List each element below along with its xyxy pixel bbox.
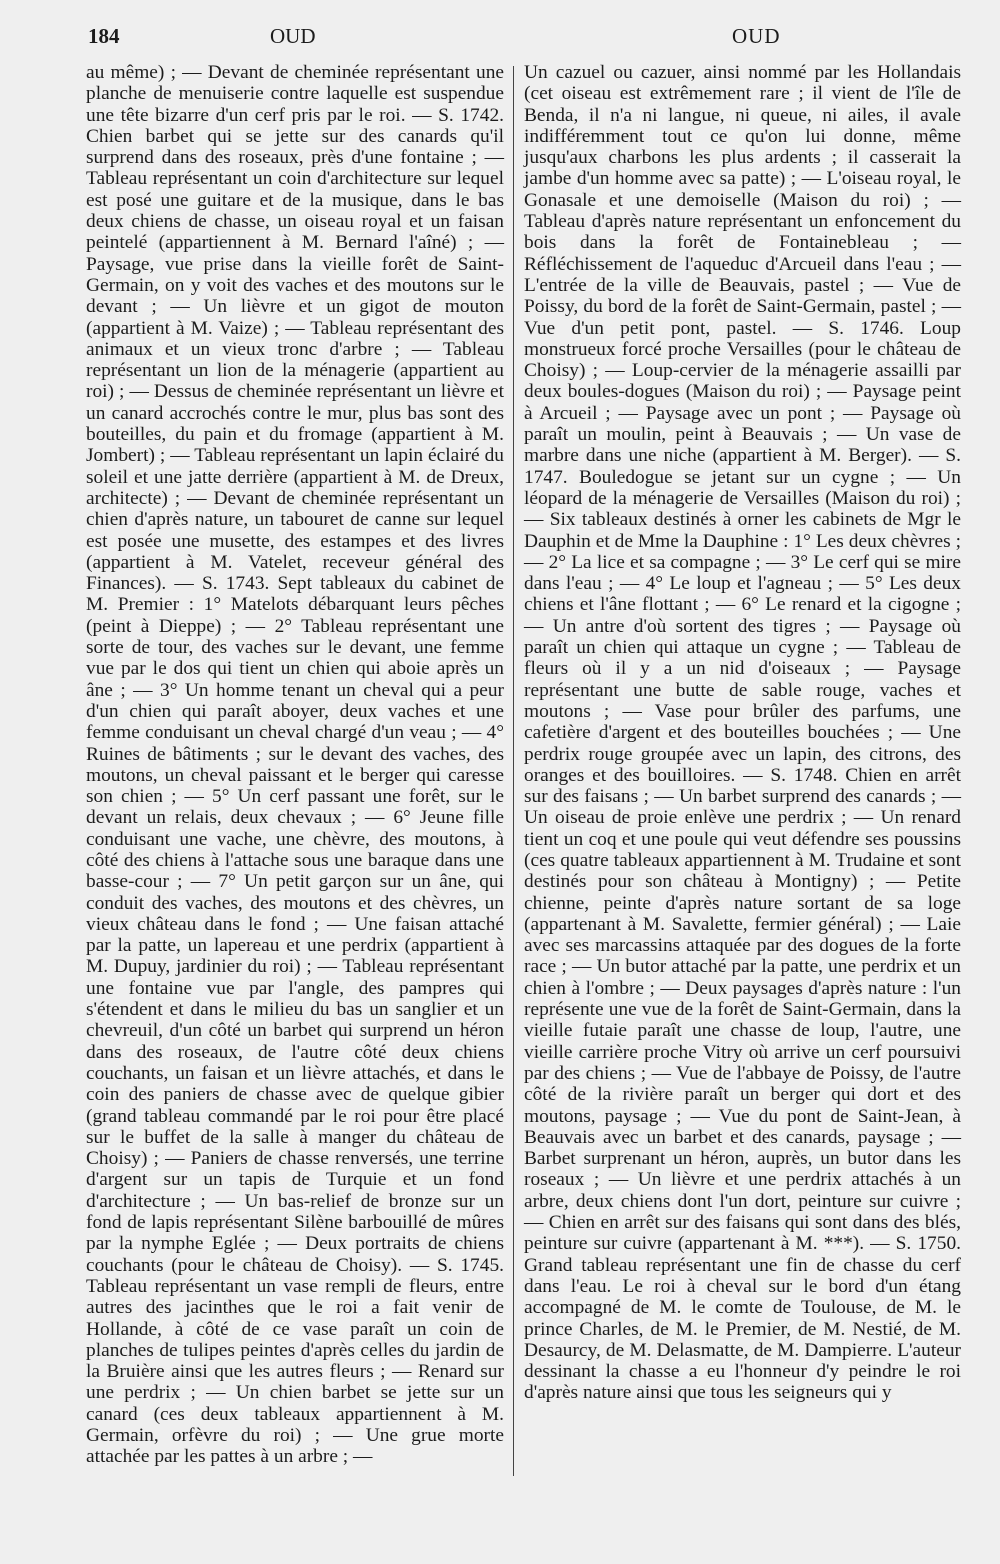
right-column-text: Un cazuel ou cazuer, ainsi nommé par les Hollandais (cet oiseau est extrêmement rare ; il vient de l'île de Benda, il n'a ni langue, ni queue, ni ailes, il avale indifféremment tout ce qu'on lui donne, même jusqu'aux charbons les plus ardents ; il casserait la jambe d'un homme avec sa patte) ; — L'oiseau royal, le Gonasale et une demoiselle (Maison du roi) ; — Tableau d'après nature représentant un enfoncement du bois dans la forêt de Fontainebleau ; — Réfléchissement de l'aqueduc d'Arcueil dans l'eau ; — L'entrée de la ville de Beauvais, pastel ; — Vue de Poissy, du bord de la forêt de Saint-Germain, pastel ; — Vue d'un petit pont, pastel. — S. 1746. Loup monstrueux forcé proche Versailles (pour le château de Choisy) ; — Loup-cervier de la ménagerie assailli par deux boules-dogues (Maison du roi) ; — Paysage peint à Arcueil ; — Paysage avec un pont ; — Paysage où paraît un moulin, peint à Beauvais ; — Un vase de marbre dans une niche (appartient à M. Berger). — S. 1747. Bouledogue se jetant sur un cygne ; — Un léopard de la ménagerie de Versailles (Maison du roi) ; — Six tableaux destinés à orner les cabinets de Mgr le Dauphin et de Mme la Dauphine : 1° Les deux chèvres ; — 2° La lice et sa compagne ; — 3° Le cerf qui se mire dans l'eau ; — 4° Le loup et l'agneau ; — 5° Les deux chiens et l'âne flottant ; — 6° Le renard et la cigogne ; — Un antre d'où sortent des tigres ; — Paysage où paraît un chien qui attaque un cygne ; — Tableau de fleurs où il y a un nid d'oiseaux ; — Paysage représentant une butte de sable rouge, vaches et moutons ; — Vase pour brûler des parfums, une cafetière d'argent et des bouteilles bouchées ; — Une perdrix rouge groupée avec un lapin, des citrons, des oranges et des bouilloires. — S. 1748. Chien en arrêt sur des faisans ; — Un barbet surprend des canards ; — Un oiseau de proie enlève une perdrix ; — Un renard tient un coq et une poule qui veut défendre ses poussins (ces quatre tableaux appartiennent à M. Trudaine et sont destinés pour son château à Montigny) ; — Petite chienne, peinte d'après nature sortant de sa loge (appartenant à M. Savalette, fermier général) ; — Laie avec ses marcassins attaquée par des dogues de la forte race ; — Un butor attaché par la patte, une perdrix et un chien à l'ombre ; — Deux paysages d'après nature : l'un représente une vue de la forêt de Saint-Germain, dans la vieille futaie paraît une chasse de loup, l'autre, une vieille carrière proche Vitry où arrive un cerf poursuivi par des chiens ; — Vue de l'abbaye de Poissy, de l'autre côté de la rivière paraît un berger qui dort et des moutons, paysage ; — Vue du pont de Saint-Jean, à Beauvais avec un barbet et des canards, paysage ; — Barbet surprenant un héron, auprès, un butor dans les roseaux ; — Un lièvre et une perdrix attachés à un arbre, deux chiens dont l'un dort, peinture sur cuivre ; — Chien en arrêt sur des faisans qui sont dans des blés, peinture sur cuivre (appartenant à M. ***). — S. 1750. Grand tableau représentant une fin de chasse du cerf dans l'eau. Le roi à cheval sur le bord d'un étang accompagné de M. le comte de Toulouse, de M. le prince Charles, de M. le Premier, de M. Nestié, de M. Desaurcy, de M. Delasmatte, de M. Dampierre. L'auteur dessinant la chasse a eu l'honneur d'y peindre le roi d'après nature ainsi que tous les seigneurs qui y — [524, 62, 961, 1404]
column-divider — [513, 66, 514, 1476]
running-head — [88, 24, 968, 54]
page-number: 184 — [88, 24, 120, 48]
running-title-left: OUD — [270, 24, 316, 48]
right-column — [524, 62, 961, 1404]
running-title-right: OUD — [732, 24, 781, 48]
left-column — [86, 62, 504, 1468]
left-column-text: au même) ; — Devant de cheminée représentant une planche de menuiserie contre laquelle est suspendue une tête bizarre d'un cerf pris par le roi. — S. 1742. Chien barbet qui se jette sur des canards qu'il surprend dans des roseaux, près d'une fontaine ; — Tableau représentant un coin d'architecture sur lequel est posé une guitare et de la musique, dans le bas deux chiens de chasse, un oiseau royal et un faisan peintelé (appartiennent à M. Bernard l'aîné) ; — Paysage, vue prise dans la vieille forêt de Saint-Germain, on y voit des vaches et des moutons sur le devant ; — Un lièvre et un gigot de mouton (appartient à M. Vaize) ; — Tableau représentant des animaux et un vieux tronc d'arbre ; — Tableau représentant un lion de la ménagerie (appartient au roi) ; — Dessus de cheminée représentant un lièvre et un canard accrochés contre le mur, plus bas sont des bouteilles, du pain et du fromage (appartient à M. Jombert) ; — Tableau représentant un lapin éclairé du soleil et une jatte derrière (appartient à M. de Dreux, architecte) ; — Devant de cheminée représentant un chien d'après nature, un tabouret de canne sur lequel est posée une musette, des estampes et des livres (appartient à M. Vatelet, receveur général des Finances). — S. 1743. Sept tableaux du cabinet de M. Premier : 1° Matelots débarquant leurs pêches (peint à Dieppe) ; — 2° Tableau représentant une sorte de tour, des vaches sur le devant, une femme vue par le dos qui tient un chien qui aboie après un âne ; — 3° Un homme tenant un cheval qui a peur d'un chien qui paraît aboyer, deux vaches et une femme conduisant un cheval chargé d'un veau ; — 4° Ruines de bâtiments ; sur le devant des vaches, des moutons, un cheval paissant et le berger qui caresse son chien ; — 5° Un cerf passant une forêt, sur le devant un relais, deux chevaux ; — 6° Jeune fille conduisant une vache, une chèvre, des moutons, à côté des chiens à l'attache sous une baraque dans une basse-cour ; — 7° Un petit garçon sur un âne, qui conduit des vaches, des moutons et des chèvres, un vieux château dans le fond ; — Une faisan attaché par la patte, un lapereau et une perdrix (appartient à M. Dupuy, jardinier du roi) ; — Tableau représentant une fontaine vue par l'angle, des pampres qui s'étendent et dans le milieu du bas un sanglier et un chevreuil, d'un côté un barbet qui surprend un héron dans des roseaux, de l'autre côté deux chiens couchants, un faisan et un lièvre attachés, et dans le coin des paniers de chasse avec de quelque gibier (grand tableau commandé par le roi pour être placé sur le buffet de la salle à manger du château de Choisy) ; — Paniers de chasse renversés, une terrine d'argent sur un tapis de Turquie et un fond d'architecture ; — Un bas-relief de bronze sur un fond de lapis représentant Silène barbouillé de mûres par la nymphe Eglée ; — Deux portraits de chiens couchants (pour le château de Choisy). — S. 1745. Tableau représentant un vase rempli de fleurs, entre autres des jacinthes que le roi a fait venir de Hollande, à côté de ce vase paraît un coin de planches de tulipes peintes d'après celles du jardin de la Bruière ainsi que les autres fleurs ; — Renard sur une perdrix ; — Un chien barbet se jette sur un canard (ces deux tableaux appartiennent à M. Germain, orfèvre du roi) ; — Une grue morte attachée par les pattes à un arbre ; — — [86, 62, 504, 1468]
